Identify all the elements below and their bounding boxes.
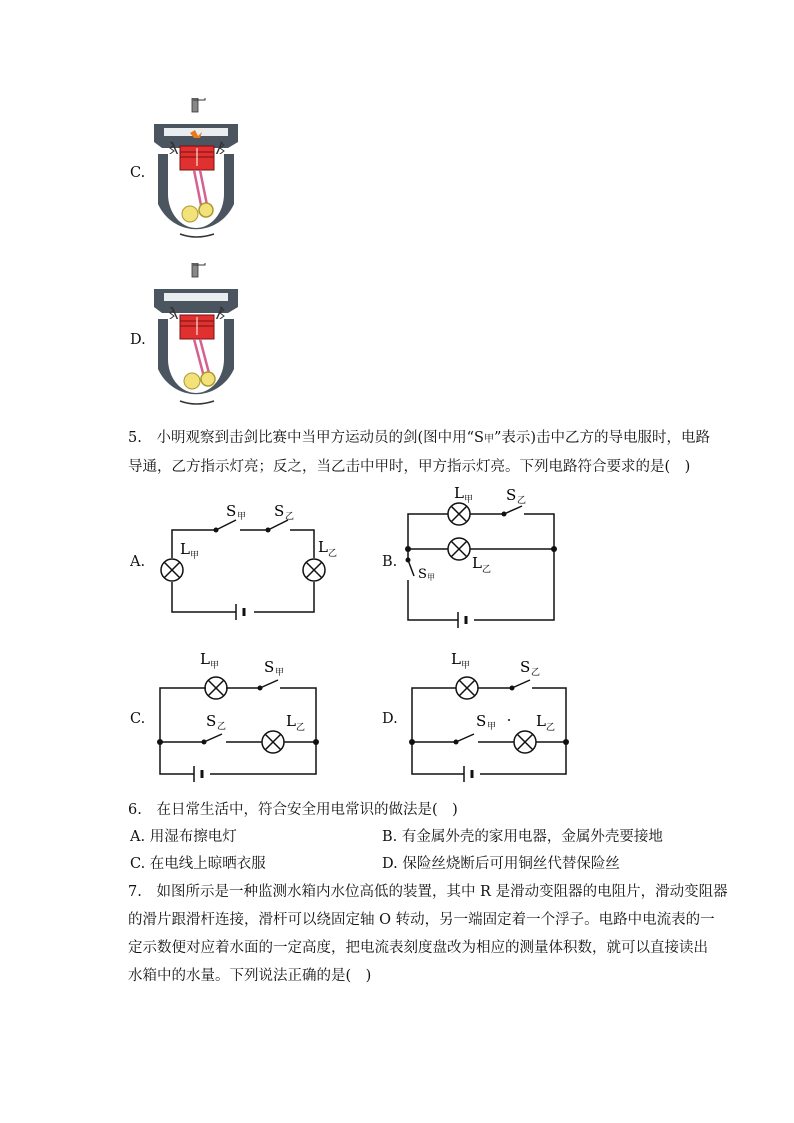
b-s-yi-sub: 乙 [517, 496, 527, 506]
c-l-jia-symbol: L [200, 650, 210, 668]
a-s-yi-sub: 乙 [285, 512, 295, 522]
a-l-yi-symbol: L [318, 538, 328, 556]
q5-s-subscript: 甲 [483, 434, 494, 445]
d-s-jia-symbol: S [476, 712, 487, 730]
b-l-yi-sub: 乙 [482, 565, 492, 575]
c-s-yi-sub: 乙 [217, 722, 227, 732]
q5-line1-b: ”表示)击中乙方的导电服时，电路 [493, 430, 711, 446]
circuit-diagram-d [400, 648, 575, 786]
c-l-jia-sub: 甲 [210, 661, 220, 671]
q5-stem-line2: 导通，乙方指示灯亮；反之，当乙击中甲时，甲方指示灯亮。下列电路符合要求的是( ) [128, 459, 691, 475]
circuit-a-label: A. [130, 554, 146, 570]
a-l-jia-symbol: L [180, 540, 190, 558]
b-s-jia-sub: 甲 [427, 573, 435, 582]
circuit-diagram-b [400, 484, 570, 636]
c-s-jia-symbol: S [264, 658, 275, 676]
circuit-c-label: C. [130, 711, 146, 727]
c-l-yi-symbol: L [286, 712, 296, 730]
option-d-label: D. [130, 332, 146, 348]
b-s-jia-symbol: S [418, 567, 427, 582]
d-l-yi-symbol: L [536, 712, 546, 730]
q6-option-b: B. 有金属外壳的家用电器，金属外壳要接地 [382, 829, 663, 845]
circuit-diagram-a [150, 492, 360, 628]
q7-stem-line4: 水箱中的水量。下列说法正确的是( ) [128, 968, 372, 984]
c-l-yi-sub: 乙 [296, 723, 306, 733]
circuit-diagram-c [150, 648, 325, 786]
q7-stem-line1 [128, 879, 728, 905]
a-l-yi-sub: 乙 [328, 549, 338, 559]
q6-option-d: D. 保险丝烧断后可用铜丝代替保险丝 [382, 856, 620, 872]
q6-option-a: A. 用湿布擦电灯 [130, 829, 237, 845]
d-l-yi-sub: 乙 [546, 723, 556, 733]
a-l-jia-sub: 甲 [190, 551, 200, 561]
d-s-yi-sub: 乙 [531, 668, 541, 678]
q7-stem-line3: 定示数便对应着水面的一定高度，把电流表刻度盘改为相应的测量体积数，就可以直接读出 [128, 940, 708, 956]
q6-stem-text: 在日常生活中，符合安全用电常识的做法是( ) [156, 802, 458, 818]
q6-stem [128, 797, 458, 823]
a-s-jia-symbol: S [226, 502, 237, 520]
circuit-b-label: B. [382, 554, 398, 570]
q5-stem-line1 [128, 425, 710, 453]
engine-diagram-d [150, 263, 242, 415]
a-s-jia-sub: 甲 [237, 512, 247, 522]
engine-diagram-c [150, 98, 242, 250]
b-l-yi-symbol: L [472, 554, 482, 572]
b-s-yi-symbol: S [506, 486, 517, 504]
d-l-jia-sub: 甲 [461, 661, 471, 671]
b-l-jia-symbol: L [454, 484, 464, 502]
d-l-jia-symbol: L [451, 650, 461, 668]
q7-number: 7. [128, 884, 142, 900]
q5-line1-a: 小明观察到击剑比赛中当甲方运动员的剑(图中用“S [156, 430, 484, 446]
d-s-jia-sub: 甲 [487, 722, 497, 732]
q7-line1-text: 如图所示是一种监测水箱内水位高低的装置，其中 R 是滑动变阻器的电阻片，滑动变阻器 [156, 884, 728, 900]
c-s-yi-symbol: S [206, 712, 217, 730]
b-l-jia-sub: 甲 [464, 495, 474, 505]
q6-number: 6. [128, 802, 142, 818]
q5-number: 5. [128, 430, 142, 446]
d-s-yi-symbol: S [520, 658, 531, 676]
circuit-d-label: D. [382, 711, 398, 727]
a-s-yi-symbol: S [274, 502, 285, 520]
q6-option-c: C. 在电线上晾晒衣服 [130, 856, 266, 872]
c-s-jia-sub: 甲 [275, 668, 285, 678]
option-c-label: C. [130, 165, 146, 181]
q7-stem-line2: 的滑片跟滑杆连接，滑杆可以绕固定轴 O 转动，另一端固定着一个浮子。电路中电流表的一 [128, 912, 715, 928]
